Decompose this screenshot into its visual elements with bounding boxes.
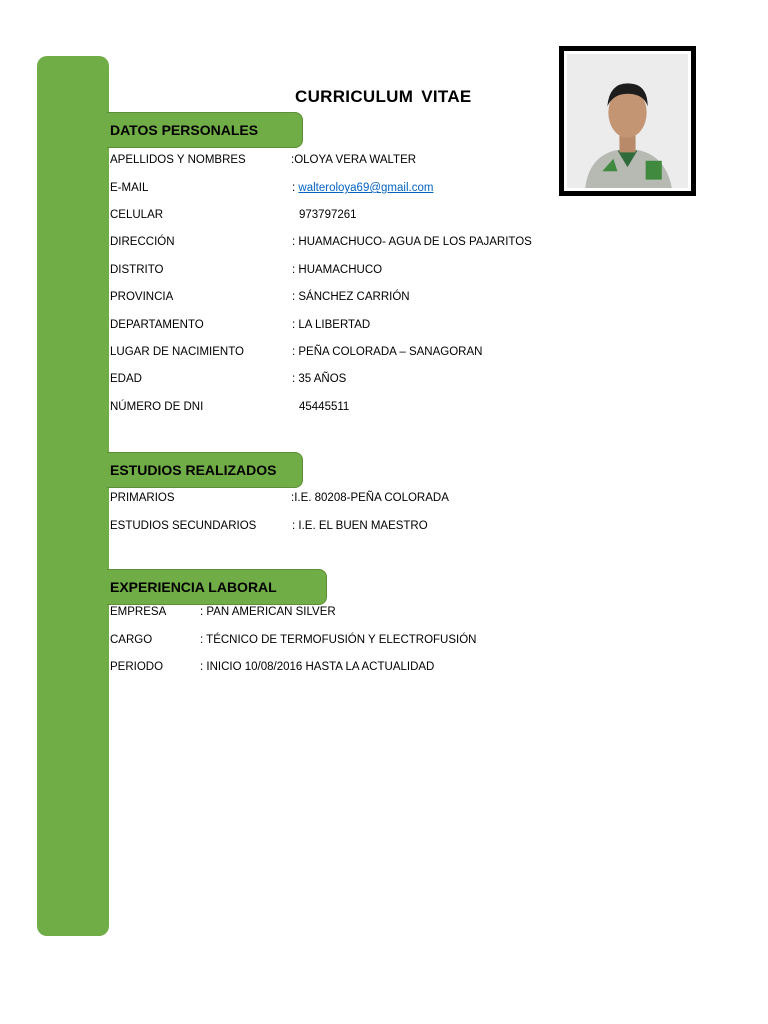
field-value: : LA LIBERTAD: [292, 319, 371, 331]
field-value: : HUAMACHUCO- AGUA DE LOS PAJARITOS: [292, 236, 532, 248]
field-value: : SÁNCHEZ CARRIÓN: [292, 291, 410, 303]
field-value: : I.E. EL BUEN MAESTRO: [292, 520, 428, 532]
email-value: [292, 180, 433, 196]
field-label: PERIODO: [110, 661, 164, 673]
field-label: EDAD: [110, 373, 142, 385]
field-label: DISTRITO: [110, 264, 164, 276]
person-portrait-icon: [567, 54, 688, 188]
profile-photo-frame: [559, 46, 696, 196]
profile-photo: [564, 51, 691, 191]
field-value: 973797261: [299, 209, 357, 221]
section-header-experience: EXPERIENCIA LABORAL: [107, 569, 327, 605]
field-value: : PAN AMERICAN SILVER: [200, 606, 336, 618]
field-label: ESTUDIOS SECUNDARIOS: [110, 520, 257, 532]
field-value: :I.E. 80208-PEÑA COLORADA: [291, 492, 449, 504]
field-label: E-MAIL: [110, 182, 149, 194]
field-label: DIRECCIÓN: [110, 236, 175, 248]
field-label: CARGO: [110, 634, 153, 646]
field-value: 45445511: [299, 401, 350, 413]
field-label: APELLIDOS Y NOMBRES: [110, 154, 246, 166]
section-header-education: ESTUDIOS REALIZADOS: [107, 452, 303, 488]
field-label: LUGAR DE NACIMIENTO: [110, 346, 244, 358]
field-value: : INICIO 10/08/2016 HASTA LA ACTUALIDAD: [200, 661, 435, 673]
field-label: DEPARTAMENTO: [110, 319, 204, 331]
field-value: : PEÑA COLORADA – SANAGORAN: [292, 346, 483, 358]
field-value: : HUAMACHUCO: [292, 264, 383, 276]
field-prefix: :: [292, 182, 299, 194]
section-header-personal-data: DATOS PERSONALES: [107, 112, 303, 148]
field-value: : TÉCNICO DE TERMOFUSIÓN Y ELECTROFUSIÓN: [200, 634, 477, 646]
page-title: CURRICULUM VITAE: [295, 87, 472, 106]
field-value: : 35 AÑOS: [292, 373, 347, 385]
field-label: NÚMERO DE DNI: [110, 401, 204, 413]
field-value: :OLOYA VERA WALTER: [291, 154, 417, 166]
email-link[interactable]: walteroloya69@gmail.com: [298, 182, 434, 194]
field-label: EMPRESA: [110, 606, 167, 618]
field-label: PROVINCIA: [110, 291, 174, 303]
field-label: CELULAR: [110, 209, 164, 221]
field-label: PRIMARIOS: [110, 492, 175, 504]
sidebar-accent-bar: [37, 56, 109, 936]
